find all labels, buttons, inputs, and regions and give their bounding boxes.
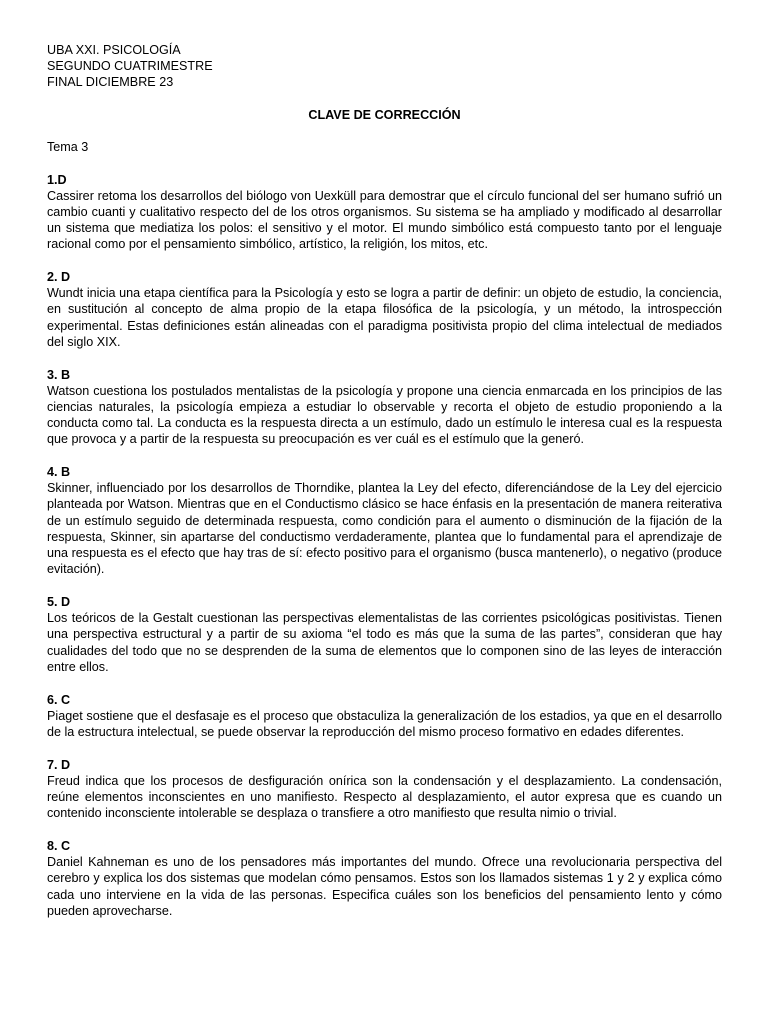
answer-key: 5. D: [47, 594, 71, 609]
answer-key: 6. C: [47, 692, 71, 707]
answer-key: 3. B: [47, 367, 71, 382]
answer-key: 7. D: [47, 757, 71, 772]
tema-label: Tema 3: [47, 139, 89, 154]
document-title: CLAVE DE CORRECCIÓN: [308, 107, 461, 122]
header-term: SEGUNDO CUATRIMESTRE: [47, 59, 213, 74]
answer-key: 4. B: [47, 465, 71, 480]
document-page: [47, 42, 722, 919]
answer-explanation: Piaget sostiene que el desfasaje es el proceso que obstaculiza la generalización de los estadios, ya que en el desarrollo de la estructura intelectual, se puede observar la reproducción del mismo proceso formativo en edades diferentes.: [47, 708, 722, 739]
document-header: [47, 42, 722, 91]
answer-item: [47, 692, 722, 741]
answer-item: [47, 594, 722, 675]
answer-item: [47, 464, 722, 577]
answer-item: [47, 757, 722, 822]
answer-item: [47, 838, 722, 919]
header-exam: FINAL DICIEMBRE 23: [47, 75, 174, 90]
answer-explanation: Watson cuestiona los postulados mentalistas de la psicología y propone una ciencia enmarcada en los principios de las ciencias naturales, la psicología empieza a estudiar lo observable y recorta el objeto de estudio proponiendo a la conducta como tal. La conducta es la respuesta directa a un estímulo, dado un estímulo le interesa cual es la respuesta que provoca y a partir de la respuesta su preocupación es ver cuál es el estímulo que la generó.: [47, 383, 722, 447]
answer-explanation: Daniel Kahneman es uno de los pensadores más importantes del mundo. Ofrece una revolucionaria perspectiva del cerebro y explica los dos sistemas que modelan cómo pensamos. Estos son los llamados sistemas 1 y 2 y explica cómo cada uno interviene en la vida de las personas. Especifica cuáles son los beneficios del pensamiento lento y cómo pueden aprovecharse.: [47, 855, 722, 918]
header-institution: UBA XXI. PSICOLOGÍA: [47, 43, 181, 57]
answer-key: 8. C: [47, 838, 71, 853]
answer-explanation: Wundt inicia una etapa científica para la Psicología y esto se logra a partir de definir: un objeto de estudio, la conciencia, en sustitución al concepto de alma propio de la etapa filosófica de la psicología, y un método, la introspección experimental. Estas definiciones están alineadas con el paradigma positivista propio del clima intelectual de mediados del siglo XIX.: [47, 286, 722, 349]
answer-explanation: Freud indica que los procesos de desfiguración onírica son la condensación y el desplazamiento. La condensación, reúne elementos inconscientes en uno manifiesto. Respecto al desplazamiento, el autor expresa que es cuando un contenido inconsciente intolerable se desplaza o transfiere a otro manifiesto que resulta nimio o trivial.: [47, 773, 722, 821]
answer-explanation: Cassirer retoma los desarrollos del biólogo von Uexküll para demostrar que el círculo funcional del ser humano sufrió un cambio cuanti y cualitativo respecto del de los otros organismos. Su sistema se ha ampliado y modificado al desarrollar un sistema que mediatiza los polos: el sensitivo y el motor. El mundo simbólico está compuesto tanto por el lenguaje racional como por el pensamiento simbólico, artístico, la religión, los mitos, etc.: [47, 188, 722, 252]
answer-explanation: Skinner, influenciado por los desarrollos de Thorndike, plantea la Ley del efecto, diferenciándose de la Ley del ejercicio planteada por Watson. Mientras que en el Conductismo clásico se hace énfasis en la presentación de manera reiterativa de un estímulo seguido de determinada respuesta, como condición para el aumento o disminución de la fijación de la respuesta, Skinner, sin apartarse del conductismo verdaderamente, plantea que lo fundamental para el aprendizaje de una respuesta es el efecto que hay tras de sí: efecto positivo para el organismo (busca mantenerlo), o negativo (produce evitación).: [47, 481, 722, 577]
answer-item: [47, 269, 722, 350]
answer-explanation: Los teóricos de la Gestalt cuestionan las perspectivas elementalistas de las corrientes psicológicas positivistas. Tienen una perspectiva estructural y a partir de su axioma “el todo es más que la suma de las partes”, consideran que hay cualidades del todo que no se desprenden de la suma de elementos que lo componen sino de las leyes de interacción entre ellos.: [47, 611, 722, 674]
answer-item: [47, 367, 722, 448]
answer-item: [47, 172, 722, 253]
answer-key: 1.D: [47, 172, 67, 187]
answer-key: 2. D: [47, 270, 71, 285]
